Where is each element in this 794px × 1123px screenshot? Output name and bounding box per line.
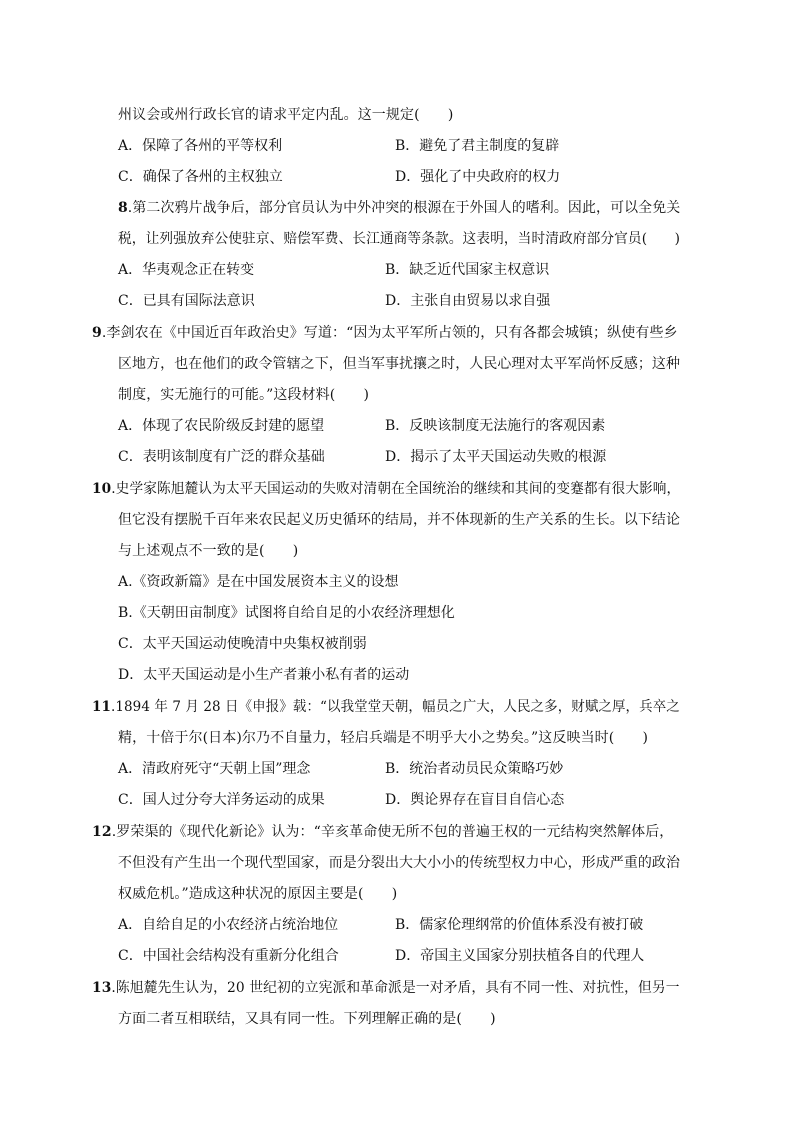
question-stem-line-2: 精，十倍于尔(日本)尔乃不自量力，轻启兵端是不明乎大小之势矣。”这反映当时( ) (118, 730, 649, 746)
question-stem-line-1 (92, 323, 678, 343)
option-d: D．太平天国运动是小生产者兼小私有者的运动 (118, 667, 410, 683)
question-stem-line-1 (118, 198, 680, 218)
option-a: A．自给自足的小农经济占统治地位 (118, 917, 339, 933)
question-stem-line-3: 制度，实无施行的可能。”这段材料( ) (118, 387, 370, 403)
question-stem-line-2: 但它没有摆脱千百年来农民起义历史循环的结局，并不体现新的生产关系的生长。以下结论 (118, 512, 681, 528)
option-b: B．统治者动员民众策略巧妙 (385, 761, 564, 777)
option-c: C．确保了各州的主权独立 (118, 169, 283, 185)
option-d: D．揭示了太平天国运动失败的根源 (385, 449, 607, 465)
question-number: 12 (92, 824, 112, 840)
question-stem-line-3: 与上述观点不一致的是( ) (118, 543, 299, 559)
question-stem-line-3: 权威危机。”造成这种状况的原因主要是( ) (118, 886, 398, 902)
question-stem-line-1 (92, 479, 680, 499)
option-b: B．缺乏近代国家主权意识 (385, 262, 550, 278)
option-c: C．国人过分夸大洋务运动的成果 (118, 792, 325, 808)
question-text: .陈旭麓先生认为，20 世纪初的立宪派和革命派是一对矛盾，具有不同一性、对抗性，但另一 (111, 980, 680, 996)
option-d: D．舆论界存在盲目自信心态 (385, 792, 565, 808)
option-a: A．华夷观念正在转变 (118, 262, 255, 278)
question-stem-line-2: 方面二者互相联结，又具有同一性。下列理解正确的是( ) (118, 1011, 496, 1027)
question-number: 11 (92, 699, 111, 715)
question-number: 10 (92, 481, 112, 497)
question-number: 8 (118, 200, 128, 216)
option-c: C．太平天国运动使晚清中央集权被削弱 (118, 636, 367, 652)
option-d: D．帝国主义国家分别扶植各自的代理人 (395, 948, 645, 964)
question-stem-line-1 (92, 697, 680, 717)
option-a: A．体现了农民阶级反封建的愿望 (118, 418, 325, 434)
question-stem-line-2: 税，让列强放弃公使驻京、赔偿军费、长江通商等条款。这表明，当时清政府部分官员( ) (118, 231, 681, 247)
option-c: C．已具有国际法意识 (118, 293, 255, 309)
option-d: D．主张自由贸易以求自强 (385, 293, 551, 309)
option-c: C．表明该制度有广泛的群众基础 (118, 449, 325, 465)
question-text-line: 州议会或州行政长官的请求平定内乱。这一规定( ) (118, 107, 454, 123)
question-stem-line-1 (92, 978, 680, 998)
question-text: .1894 年 7 月 28 日《申报》载：“以我堂堂天朝，幅员之广大，人民之多，财赋之厚，兵卒之 (110, 699, 680, 715)
option-a: A．清政府死守“天朝上国”理念 (118, 761, 311, 777)
question-text: .李剑农在《中国近百年政治史》写道：“因为太平军所占领的，只有各都会城镇；纵使有些乡 (101, 325, 678, 341)
question-text: .罗荣渠的《现代化新论》认为：“辛亥革命使无所不包的普遍王权的一元结构突然解体后， (111, 824, 674, 840)
option-b: B．避免了君主制度的复辟 (395, 138, 560, 154)
option-a: A．保障了各州的平等权利 (118, 138, 283, 154)
option-c: C．中国社会结构没有重新分化组合 (118, 948, 339, 964)
question-text: .史学家陈旭麓认为太平天国运动的失败对清朝在全国统治的继续和其间的变蹇都有很大影响， (111, 481, 681, 497)
option-d: D．强化了中央政府的权力 (395, 169, 561, 185)
question-number: 9 (92, 325, 102, 341)
option-b: B.《天朝田亩制度》试图将自给自足的小农经济理想化 (118, 605, 455, 621)
question-stem-line-2: 不但没有产生出一个现代型国家，而是分裂出大大小小的传统型权力中心，形成严重的政治 (118, 855, 681, 871)
option-b: B．反映该制度无法施行的客观因素 (385, 418, 606, 434)
question-text: .第二次鸦片战争后，部分官员认为中外冲突的根源在于外国人的嗜利。因此，可以全免关 (127, 200, 681, 216)
option-b: B．儒家伦理纲常的价值体系没有被打破 (395, 917, 644, 933)
option-a: A.《资政新篇》是在中国发展资本主义的设想 (118, 574, 399, 590)
question-stem-line-1 (92, 822, 673, 842)
question-stem-line-2: 区地方，也在他们的政令管辖之下，但当军事扰攘之时，人民心理对太平军尚怀反感；这种 (118, 356, 681, 372)
question-number: 13 (92, 980, 112, 996)
